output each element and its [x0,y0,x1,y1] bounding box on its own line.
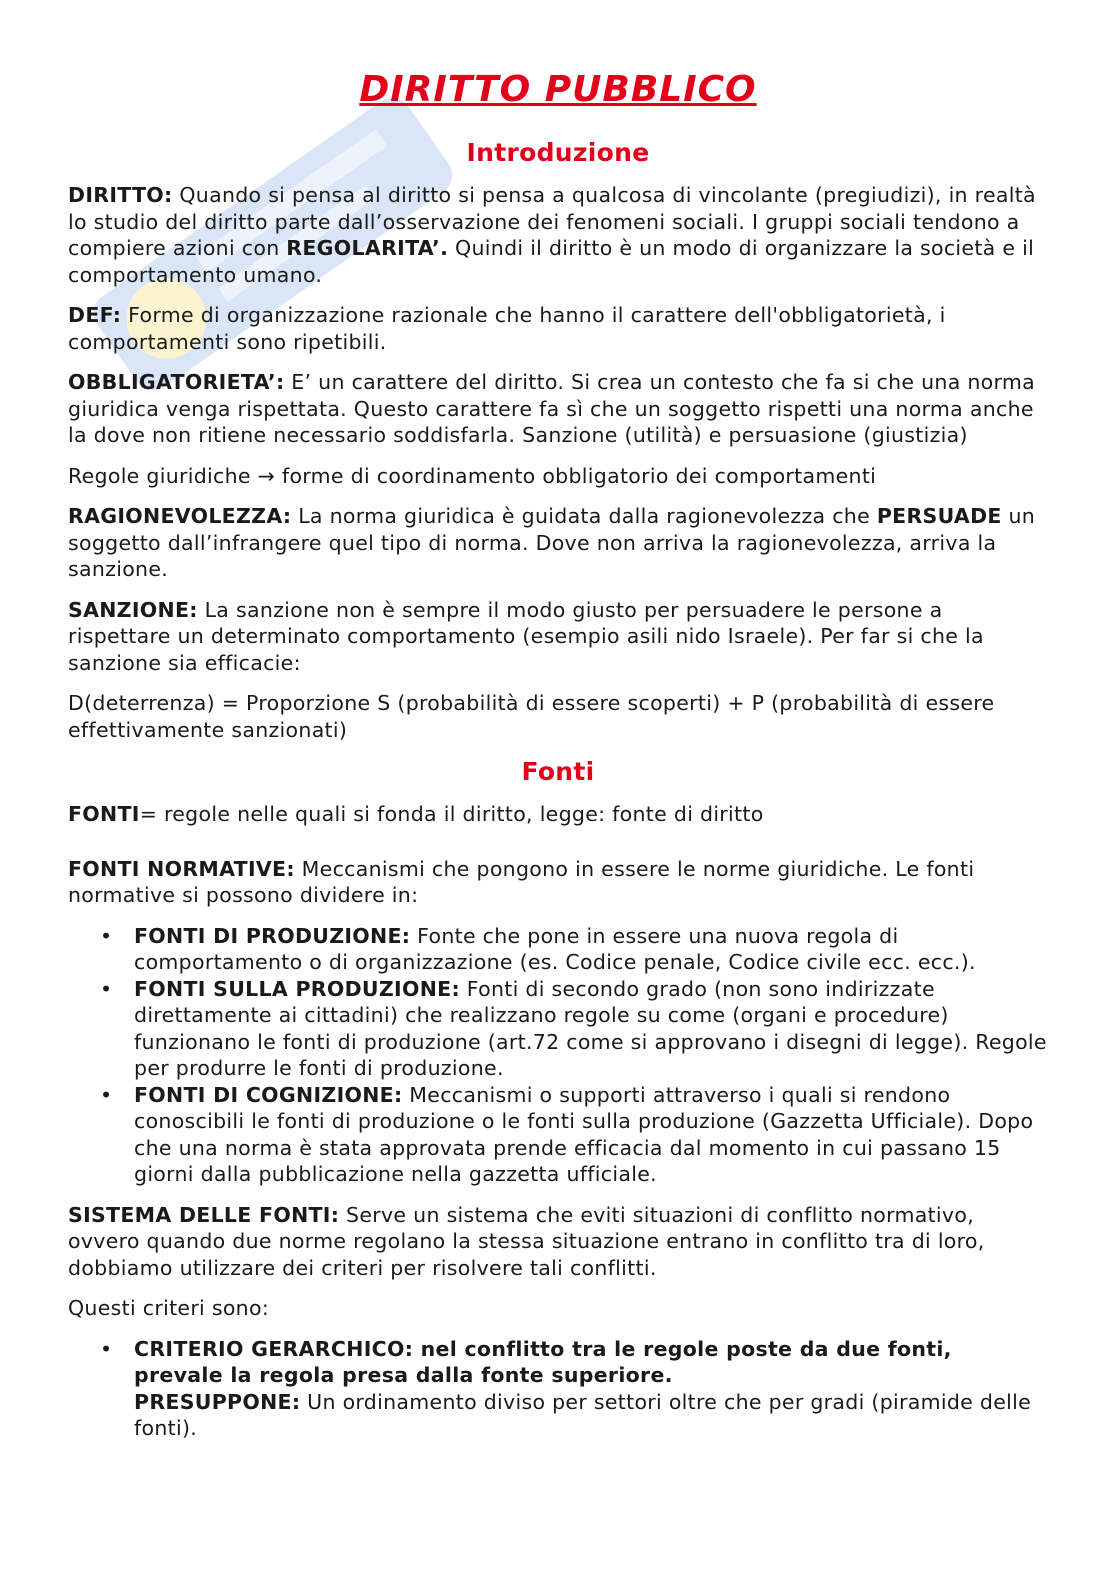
paragraph-text: Quando si pensa al diritto si pensa a qualcosa di vincolante (pregiudizi), in realtà lo studio del diritto parte dall’osservazione dei fenomeni sociali. I gruppi sociali tendono a compiere azioni con [68,183,1036,260]
list-item-text: Fonte che pone in essere una nuova regola di comportamento o di organizzazione (es. Codice penale, Codice civile ecc. ecc.). [134,923,976,974]
term-label: SANZIONE: [68,597,198,622]
paragraph-text: Forme di organizzazione razionale che hanno il carattere dell'obbligatorietà, i comportamenti sono ripetibili. [68,303,946,354]
paragraph-def [68,302,1048,355]
paragraph-sistema-fonti [68,1202,1048,1282]
fonti-list [68,923,1048,1188]
paragraph-text: Serve un sistema che eviti situazioni di conflitto normativo, ovvero quando due norme regolano la stessa situazione entrano in conflitto tra di loro, dobbiamo utilizzare dei criteri per risolvere tali conflitti. [68,1202,985,1280]
term-emphasis: REGOLARITA’. [286,236,449,260]
term-label: SISTEMA DELLE FONTI: [68,1202,340,1227]
paragraph-text: E’ un carattere del diritto. Si crea un contesto che fa si che una norma giuridica venga rispettata. Questo carattere fa sì che un soggetto rispetti una norma anche la dove non ritiene necessario soddisfarla. Sanzione (utilità) e persuasione (giustizia) [68,370,1036,447]
document-page [68,60,1048,1456]
paragraph-diritto [68,182,1048,288]
list-item-text: Meccanismi o supporti attraverso i quali si rendono conoscibili le fonti di produzione o le fonti sulla produzione (Gazzetta Ufficiale). Dopo che una norma è stata approvata prende efficacia dal momento in cui passano 15 giorni dalla pubblicazione nella gazzetta ufficiale. [134,1082,1034,1186]
paragraph-text: Regole giuridiche → forme di coordinamento obbligatorio dei comportamenti [68,463,877,488]
term-label: FONTI DI PRODUZIONE: [134,923,411,948]
term-label: RAGIONEVOLEZZA: [68,504,292,528]
paragraph-obbligatorieta [68,369,1048,449]
paragraph-text: = regole nelle quali si fonda il diritto, legge: fonte di diritto [139,802,764,826]
paragraph-text: Questi criteri sono: [68,1296,270,1320]
paragraph-text: Meccanismi che pongono in essere le norme giuridiche. Le fonti normative si possono dividere in: [68,856,975,907]
term-label: FONTI DI COGNIZIONE: [134,1082,403,1107]
paragraph-ragionevolezza [68,503,1048,583]
paragraph-criteri-intro [68,1295,1048,1322]
paragraph-deterrenza [68,690,1048,743]
list-item-text: Un ordinamento diviso per settori oltre che per gradi (piramide delle fonti). [134,1389,1032,1440]
paragraph-fonti [68,801,1048,828]
paragraph-fonti-normative [68,856,1048,909]
paragraph-text-tail: Quindi il diritto è un modo di organizzare la società e il comportamento umano. [68,236,1035,287]
list-item-text: Fonti di secondo grado (non sono indirizzate direttamente ai cittadini) che realizzano regole su come (organi e procedure) funzionano le fonti di produzione (art.72 come si approvano i disegni di legge). Regole per produrre le fonti di produzione. [134,976,1047,1080]
list-item [134,923,1048,976]
criterion-heading: • CRITERIO GERARCHICO: nel conflitto tra le regole poste da due fonti, prevale la regola presa dalla fonte superiore. [134,1336,952,1387]
term-label: DEF: [68,303,122,327]
term-label: PRESUPPONE: [134,1389,301,1414]
criteria-list [68,1336,1048,1442]
term-emphasis: PERSUADE [876,504,1002,528]
document-title: DIRITTO PUBBLICO [359,69,757,110]
list-item [134,1082,1048,1188]
paragraph-text: La sanzione non è sempre il modo giusto per persuadere le persone a rispettare un determinato comportamento (esempio asili nido Israele). Per far si che la sanzione sia efficacie: [68,597,984,675]
section-title-fonti: Fonti [521,757,595,786]
term-label: DIRITTO: [68,183,173,207]
paragraph-regole-giuridiche [68,463,1048,490]
list-item [134,976,1048,1082]
paragraph-text: D(deterrenza) = Proporzione S (probabilità di essere scoperti) + P (probabilità di essere effettivamente sanzionati) [68,691,995,742]
paragraph-text: La norma giuridica è guidata dalla ragionevolezza che [291,504,877,528]
term-label: FONTI NORMATIVE: [68,856,295,881]
term-label: FONTI [68,802,140,826]
term-label: OBBLIGATORIETA’: [68,370,285,394]
paragraph-text-tail: un soggetto dall’infrangere quel tipo di norma. Dove non arriva la ragionevolezza, arriva la sanzione. [68,504,1036,581]
paragraph-sanzione [68,597,1048,677]
list-item [134,1336,1048,1442]
section-title-introduzione: Introduzione [466,138,650,167]
term-label: FONTI SULLA PRODUZIONE: [134,976,460,1001]
